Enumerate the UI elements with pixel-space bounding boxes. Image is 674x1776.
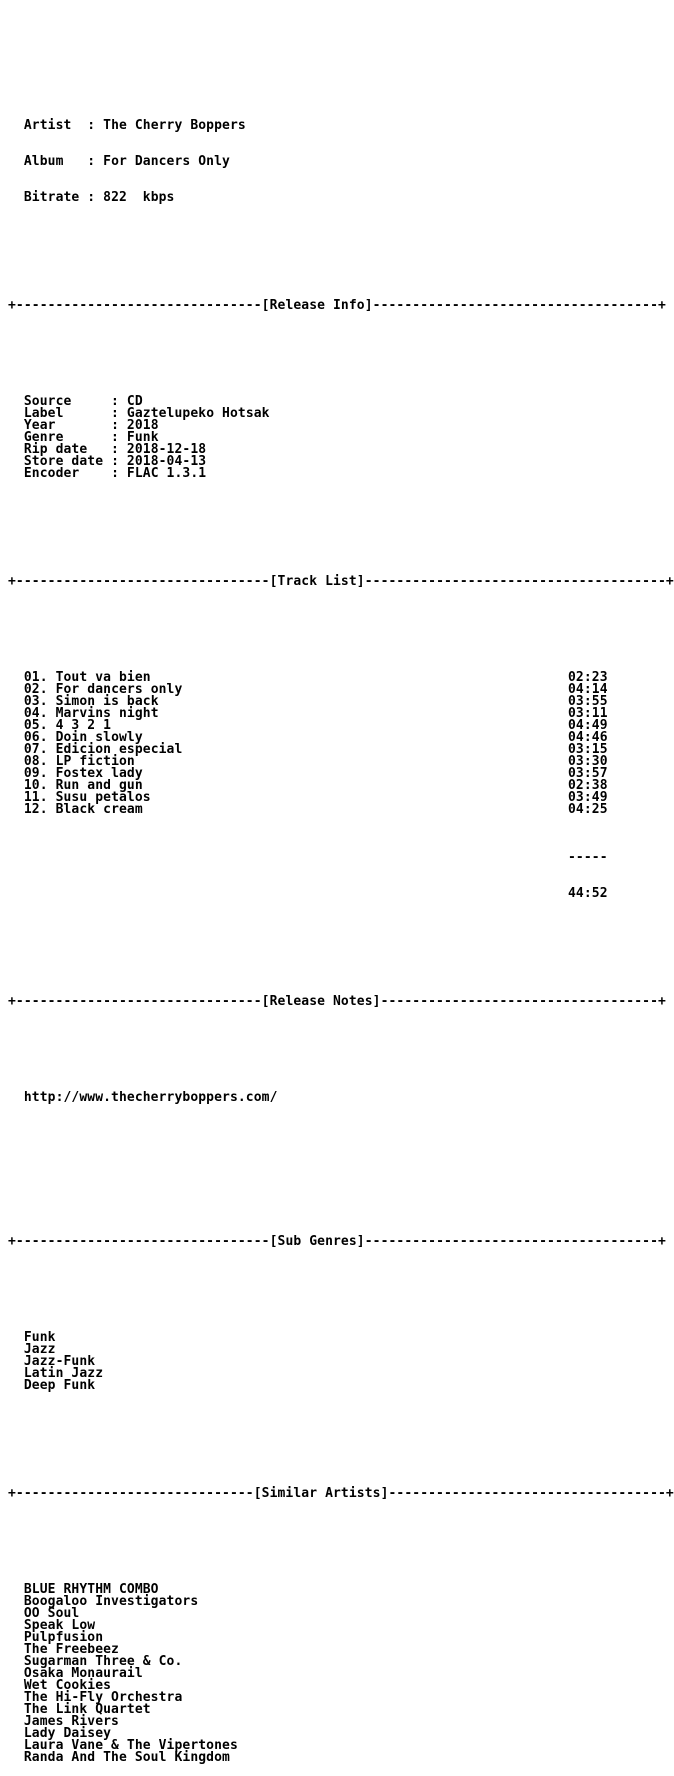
similar-artist-label: James Rivers <box>23 1714 119 1729</box>
release-info-label: Genre <box>23 430 64 445</box>
similar-artist-label: Osaka Monaurail <box>23 1666 143 1681</box>
track-title: Marvins night <box>55 706 159 721</box>
track-row <box>8 804 636 816</box>
release-notes-url: http://www.thecherryboppers.com/ <box>23 1090 278 1105</box>
track-time: 04:14 <box>568 682 608 697</box>
track-number: 05. <box>23 718 48 733</box>
release-info-value: Gaztelupeko Hotsak <box>126 406 270 421</box>
track-number: 12. <box>23 802 48 817</box>
release-info-label: Rip date <box>23 442 88 457</box>
sub-genre-label: Jazz-Funk <box>23 1354 96 1369</box>
sub-genres-list <box>8 1332 636 1392</box>
release-notes-divider: +-------------------------------[Release Notes]-----------------------------------+ <box>8 994 666 1009</box>
release-info-field: Year : 2018 <box>23 418 159 433</box>
track-number: 02. <box>23 682 48 697</box>
release-info-value: 2018-04-13 <box>126 454 207 469</box>
track-title: LP fiction <box>55 754 135 769</box>
track-time: 02:38 <box>568 778 608 793</box>
similar-artist-item <box>8 1752 636 1764</box>
similar-artist-label: The Freebeez <box>23 1642 119 1657</box>
release-info-label: Source <box>23 394 72 409</box>
similar-artist-label: Boogaloo Investigators <box>23 1594 199 1609</box>
track-number: 10. <box>23 778 48 793</box>
artist-value: The Cherry Boppers <box>103 118 246 133</box>
track-title: Susu petalos <box>55 790 151 805</box>
release-info-field: Genre : Funk <box>23 430 159 445</box>
similar-artist-label: Wet Cookies <box>23 1678 112 1693</box>
release-info-title: Release Info <box>269 298 365 313</box>
track-time: 03:49 <box>568 790 608 805</box>
track-time: 04:25 <box>568 802 608 817</box>
total-time-line <box>8 888 636 900</box>
similar-artist-label: Sugarman Three & Co. <box>23 1654 183 1669</box>
similar-artist-label: Pulpfusion <box>23 1630 104 1645</box>
similar-artist-label: Laura Vane & The Vipertones <box>23 1738 238 1753</box>
release-info-field: Rip date : 2018-12-18 <box>23 442 207 457</box>
top-gap <box>8 24 636 36</box>
track-time: 04:46 <box>568 730 608 745</box>
similar-artists-title: Similar Artists <box>261 1486 381 1501</box>
similar-artist-item <box>8 1596 636 1608</box>
similar-artist-label: Randa And The Soul Kingdom <box>23 1750 230 1765</box>
release-notes-title: Release Notes <box>269 994 373 1009</box>
sub-genres-divider: +--------------------------------[Sub Genres]-------------------------------------+ <box>8 1234 666 1249</box>
release-info-field: Source : CD <box>23 394 143 409</box>
album-value: For Dancers Only <box>103 154 230 169</box>
track-time: 03:15 <box>568 742 608 757</box>
bitrate-label: Bitrate <box>23 190 80 205</box>
total-time: 44:52 <box>568 886 608 901</box>
track-number: 11. <box>23 790 48 805</box>
similar-artists-list <box>8 1584 636 1764</box>
track-number: 07. <box>23 742 48 757</box>
similar-artist-label: OO Soul <box>23 1606 80 1621</box>
release-info-value: Funk <box>126 430 159 445</box>
sub-genre-item <box>8 1332 636 1344</box>
track-number: 06. <box>23 730 48 745</box>
bitrate-value: 822 kbps <box>103 190 175 205</box>
sub-genre-item <box>8 1380 636 1392</box>
release-info-value: CD <box>126 394 143 409</box>
top-gap-2 <box>8 60 636 72</box>
release-info-field: Store date : 2018-04-13 <box>23 454 207 469</box>
track-time: 02:23 <box>568 670 608 685</box>
sub-genre-label: Latin Jazz <box>23 1366 104 1381</box>
artist-label: Artist <box>23 118 72 133</box>
track-number: 08. <box>23 754 48 769</box>
track-number: 03. <box>23 694 48 709</box>
bitrate-line: Bitrate : 822 kbps <box>23 190 175 205</box>
release-info-label: Store date <box>23 454 104 469</box>
similar-artist-label: BLUE RHYTHM COMBO <box>23 1582 159 1597</box>
track-title: Doin slowly <box>55 730 143 745</box>
track-title: Edicion especial <box>55 742 183 757</box>
release-info-label: Label <box>23 406 64 421</box>
similar-artist-label: Lady Daisey <box>23 1726 112 1741</box>
similar-artists-divider: +------------------------------[Similar Artists]-----------------------------------+ <box>8 1486 674 1501</box>
sub-genre-label: Jazz <box>23 1342 56 1357</box>
release-info-label: Year <box>23 418 56 433</box>
track-title: Simon is back <box>55 694 159 709</box>
similar-artist-label: Speak Low <box>23 1618 96 1633</box>
track-title: 4 3 2 1 <box>55 718 112 733</box>
release-info-divider: +-------------------------------[Release Info]------------------------------------+ <box>8 298 666 313</box>
track-list-divider: +--------------------------------[Track List]--------------------------------------+ <box>8 574 674 589</box>
track-number: 01. <box>23 670 48 685</box>
track-list <box>8 672 636 816</box>
artist-line: Artist : The Cherry Boppers <box>23 118 246 133</box>
track-list-title: Track List <box>277 574 357 589</box>
track-number: 04. <box>23 706 48 721</box>
track-title: Black cream <box>55 802 143 817</box>
sub-genre-item <box>8 1368 636 1380</box>
release-notes-url-line <box>8 1092 636 1104</box>
sub-genre-label: Funk <box>23 1330 56 1345</box>
sub-genre-item <box>8 1344 636 1356</box>
release-info-value: 2018-12-18 <box>126 442 207 457</box>
track-time: 03:57 <box>568 766 608 781</box>
release-info-value: 2018 <box>126 418 159 433</box>
track-title: Run and gun <box>55 778 143 793</box>
sub-genre-label: Deep Funk <box>23 1378 96 1393</box>
similar-artist-item <box>8 1608 636 1620</box>
release-info-label: Encoder <box>23 466 80 481</box>
release-info-field: Label : Gaztelupeko Hotsak <box>23 406 270 421</box>
similar-artist-label: The Hi-Fly Orchestra <box>23 1690 183 1705</box>
track-title: Fostex lady <box>55 766 143 781</box>
track-title: Tout va bien <box>55 670 151 685</box>
sub-genres-title: Sub Genres <box>277 1234 357 1249</box>
total-separator: ----- <box>568 850 608 865</box>
album-line: Album : For Dancers Only <box>23 154 230 169</box>
similar-artist-label: The Link Quartet <box>23 1702 151 1717</box>
track-time: 03:30 <box>568 754 608 769</box>
track-time: 04:49 <box>568 718 608 733</box>
track-title: For dancers only <box>55 682 183 697</box>
track-time: 03:11 <box>568 706 608 721</box>
album-label: Album <box>23 154 64 169</box>
release-info-fields <box>8 396 636 480</box>
total-separator-line <box>8 852 636 864</box>
track-number: 09. <box>23 766 48 781</box>
release-info-field: Encoder : FLAC 1.3.1 <box>23 466 207 481</box>
nfo-document <box>8 0 674 1776</box>
track-time: 03:55 <box>568 694 608 709</box>
release-info-value: FLAC 1.3.1 <box>126 466 207 481</box>
